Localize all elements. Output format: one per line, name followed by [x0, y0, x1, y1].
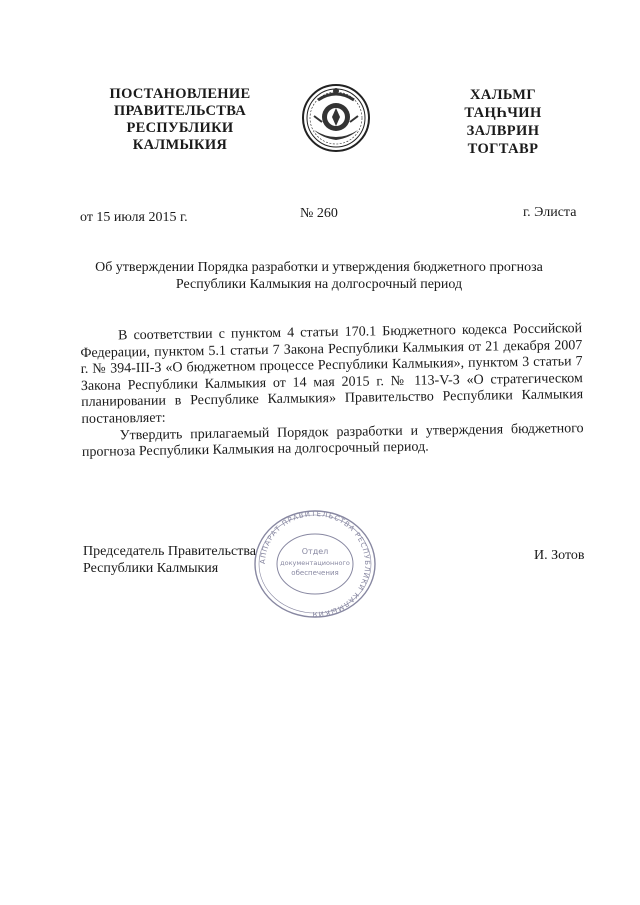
subject-line: Республики Калмыкия на долгосрочный период	[175, 277, 463, 292]
stamp-center-line: обеспечения	[291, 569, 339, 577]
document-date: от 15 июля 2015 г.	[80, 210, 188, 225]
header-right-line: ТОГТАВР	[467, 141, 539, 157]
header-right-line: ТАҢҺЧИН	[464, 105, 542, 121]
header-left-line: РЕСПУБЛИКИ	[126, 120, 234, 136]
signer-name: И. Зотов	[534, 548, 585, 563]
header-right-line: ЗАЛВРИН	[466, 123, 540, 139]
header-left-line: ПРАВИТЕЛЬСТВА	[113, 103, 247, 119]
subject-line: Об утверждении Порядка разработки и утверждения бюджетного прогноза	[95, 260, 543, 275]
document-subject	[80, 259, 558, 293]
signer-title-line: Председатель Правительства	[83, 544, 256, 559]
signer-title	[83, 543, 256, 577]
stamp-ring-text: АППАРАТ ПРАВИТЕЛЬСТВА РЕСПУБЛИКИ КАЛМЫКИЯ	[258, 509, 372, 619]
header-left-line: КАЛМЫКИЯ	[132, 137, 228, 153]
header-right-line: ХАЛЬМГ	[469, 87, 537, 103]
header-left-line: ПОСТАНОВЛЕНИЕ	[109, 86, 251, 102]
body-paragraph: В соответствии с пунктом 4 статьи 170.1 Бюджетного кодекса Российской Федерации, пунктом 5.1 статьи 7 Закона Республики Калмыкия от 21 декабря 2007 г. № 394-III-З «О бюджетном процессе Республики Калмыкия», пунктом 3 статьи 7 Закона Республики Калмыкия от 14 мая 2015 г. № 113-V-З «О стратегическом планировании в Республике Калмыкия» Правительство Республики Калмыкия постановляет:	[80, 321, 584, 427]
document-number: № 260	[300, 206, 338, 221]
stamp-center-line: документационного	[280, 559, 350, 567]
document-city: г. Элиста	[523, 205, 577, 220]
stamp-center-line: Отдел	[301, 547, 329, 556]
body-paragraph: Утвердить прилагаемый Порядок разработки и утверждения бюджетного прогноза Республики Калмыкия на долгосрочный период.	[81, 420, 584, 461]
header-right-title	[448, 86, 558, 158]
signer-title-line: Республики Калмыкия	[83, 561, 219, 576]
stamp-icon	[250, 508, 380, 620]
emblem-icon	[300, 80, 372, 156]
document-body	[80, 321, 584, 462]
header-left-title	[80, 86, 280, 154]
